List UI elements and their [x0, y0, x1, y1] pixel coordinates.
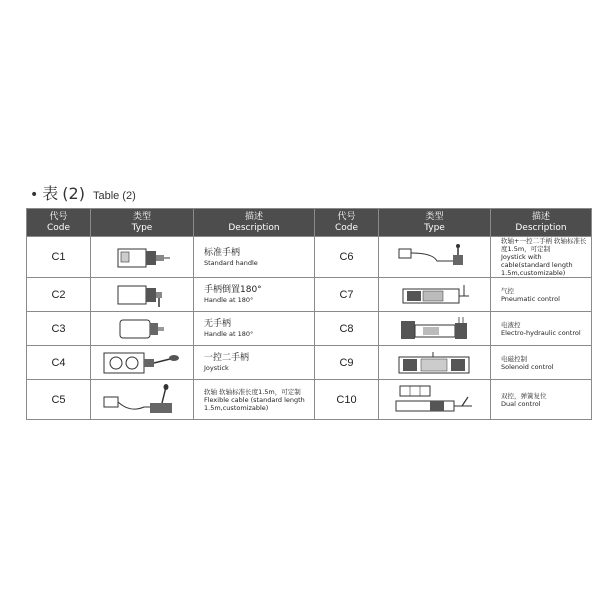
table-row — [27, 237, 592, 278]
no-handle-valve-icon — [91, 312, 194, 346]
caption-en: Table (2) — [92, 190, 136, 202]
code-cell: C3 — [27, 312, 91, 346]
description-cell: 气控 Pneumatic control — [491, 278, 592, 312]
code-cell: C10 — [315, 380, 379, 420]
description-cell: 一控二手柄 Joystick — [194, 346, 315, 380]
header-description-left: 描述 Description — [194, 209, 315, 237]
table-row — [27, 346, 592, 380]
pneumatic-control-icon — [379, 278, 491, 312]
inverted-handle-valve-icon — [91, 278, 194, 312]
code-cell: C1 — [27, 237, 91, 278]
header-code-left: 代号 Code — [27, 209, 91, 237]
header-type-right: 类型 Type — [379, 209, 491, 237]
description-cell: 软轴 软轴标准长度1.5m，可定制 Flexible cable (standard length 1.5m,customizable) — [194, 380, 315, 420]
header-description-right: 描述 Description — [491, 209, 592, 237]
code-cell: C5 — [27, 380, 91, 420]
caption-zh: 表 — [42, 184, 59, 203]
solenoid-control-icon — [379, 346, 491, 380]
table-caption — [30, 181, 136, 204]
description-cell: 无手柄 Handle at 180° — [194, 312, 315, 346]
electro-hydraulic-icon — [379, 312, 491, 346]
code-cell: C8 — [315, 312, 379, 346]
joystick-valve-icon — [91, 346, 194, 380]
code-cell: C6 — [315, 237, 379, 278]
table-row — [27, 380, 592, 420]
table-row — [27, 278, 592, 312]
description-cell: 手柄倒置180° Handle at 180° — [194, 278, 315, 312]
caption-bullet: • — [30, 187, 39, 203]
header-type-left: 类型 Type — [91, 209, 194, 237]
flexible-cable-valve-icon — [91, 380, 194, 420]
header-code-right: 代号 Code — [315, 209, 379, 237]
code-cell: C4 — [27, 346, 91, 380]
joystick-cable-icon — [379, 237, 491, 278]
description-cell: 标准手柄 Standard handle — [194, 237, 315, 278]
table-row — [27, 312, 592, 346]
dual-control-icon — [379, 380, 491, 420]
standard-handle-valve-icon — [91, 237, 194, 278]
caption-number: (2) — [62, 184, 85, 203]
description-cell: 电液控 Electro-hydraulic control — [491, 312, 592, 346]
header-row — [27, 209, 592, 237]
control-type-table — [26, 208, 592, 420]
description-cell: 电磁控制 Solenoid control — [491, 346, 592, 380]
description-cell: 双控，弹簧复位 Dual control — [491, 380, 592, 420]
code-cell: C7 — [315, 278, 379, 312]
code-cell: C2 — [27, 278, 91, 312]
description-cell: 软轴+一控二手柄 软轴标准长度1.5m，可定制 Joystick with cable(standard length 1.5m,customizable) — [491, 237, 592, 278]
code-cell: C9 — [315, 346, 379, 380]
